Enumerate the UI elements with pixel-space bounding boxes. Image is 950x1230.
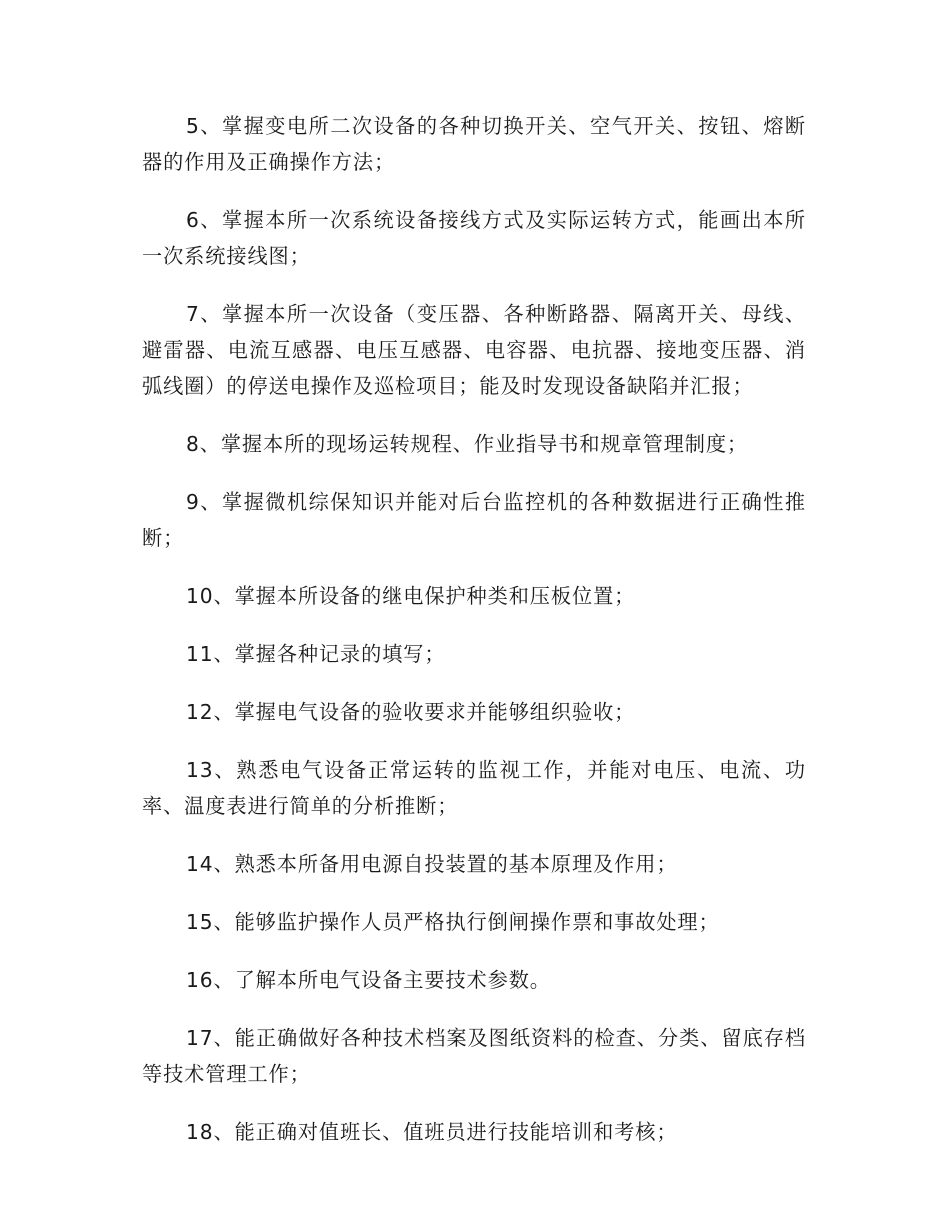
list-item-14: 14、熟悉本所备用电源自投装置的基本原理及作用；	[186, 852, 678, 876]
list-item-12: 12、掌握电气设备的验收要求并能够组织验收；	[186, 700, 636, 724]
list-item-5: 5、掌握变电所二次设备的各种切换开关、空气开关、按钮、熔断器的作用及正确操作方法；	[142, 114, 806, 174]
list-item-13: 13、熟悉电气设备正常运转的监视工作，并能对电压、电流、功率、温度表进行简单的分析推断；	[142, 758, 806, 818]
list-item-18: 18、能正确对值班长、值班员进行技能培训和考核；	[186, 1120, 678, 1144]
document-body	[142, 108, 806, 1172]
list-item-10: 10、掌握本所设备的继电保护种类和压板位置；	[186, 584, 636, 608]
list-item-7: 7、掌握本所一次设备（变压器、各种断路器、隔离开关、母线、避雷器、电流互感器、电压互感器、电容器、电抗器、接地变压器、消弧线圈）的停送电操作及巡检项目；能及时发现设备缺陷并汇报；	[142, 302, 806, 398]
list-item-15: 15、能够监护操作人员严格执行倒闸操作票和事故处理；	[186, 910, 720, 934]
list-item-9: 9、掌握微机综保知识并能对后台监控机的各种数据进行正确性推断；	[142, 490, 806, 550]
list-item-16: 16、了解本所电气设备主要技术参数。	[186, 968, 551, 992]
list-item-17: 17、能正确做好各种技术档案及图纸资料的检查、分类、留底存档等技术管理工作；	[142, 1026, 806, 1086]
list-item-11: 11、掌握各种记录的填写；	[186, 642, 446, 666]
list-item-6: 6、掌握本所一次系统设备接线方式及实际运转方式，能画出本所一次系统接线图；	[142, 208, 806, 268]
list-item-8: 8、掌握本所的现场运转规程、作业指导书和规章管理制度；	[186, 432, 749, 456]
